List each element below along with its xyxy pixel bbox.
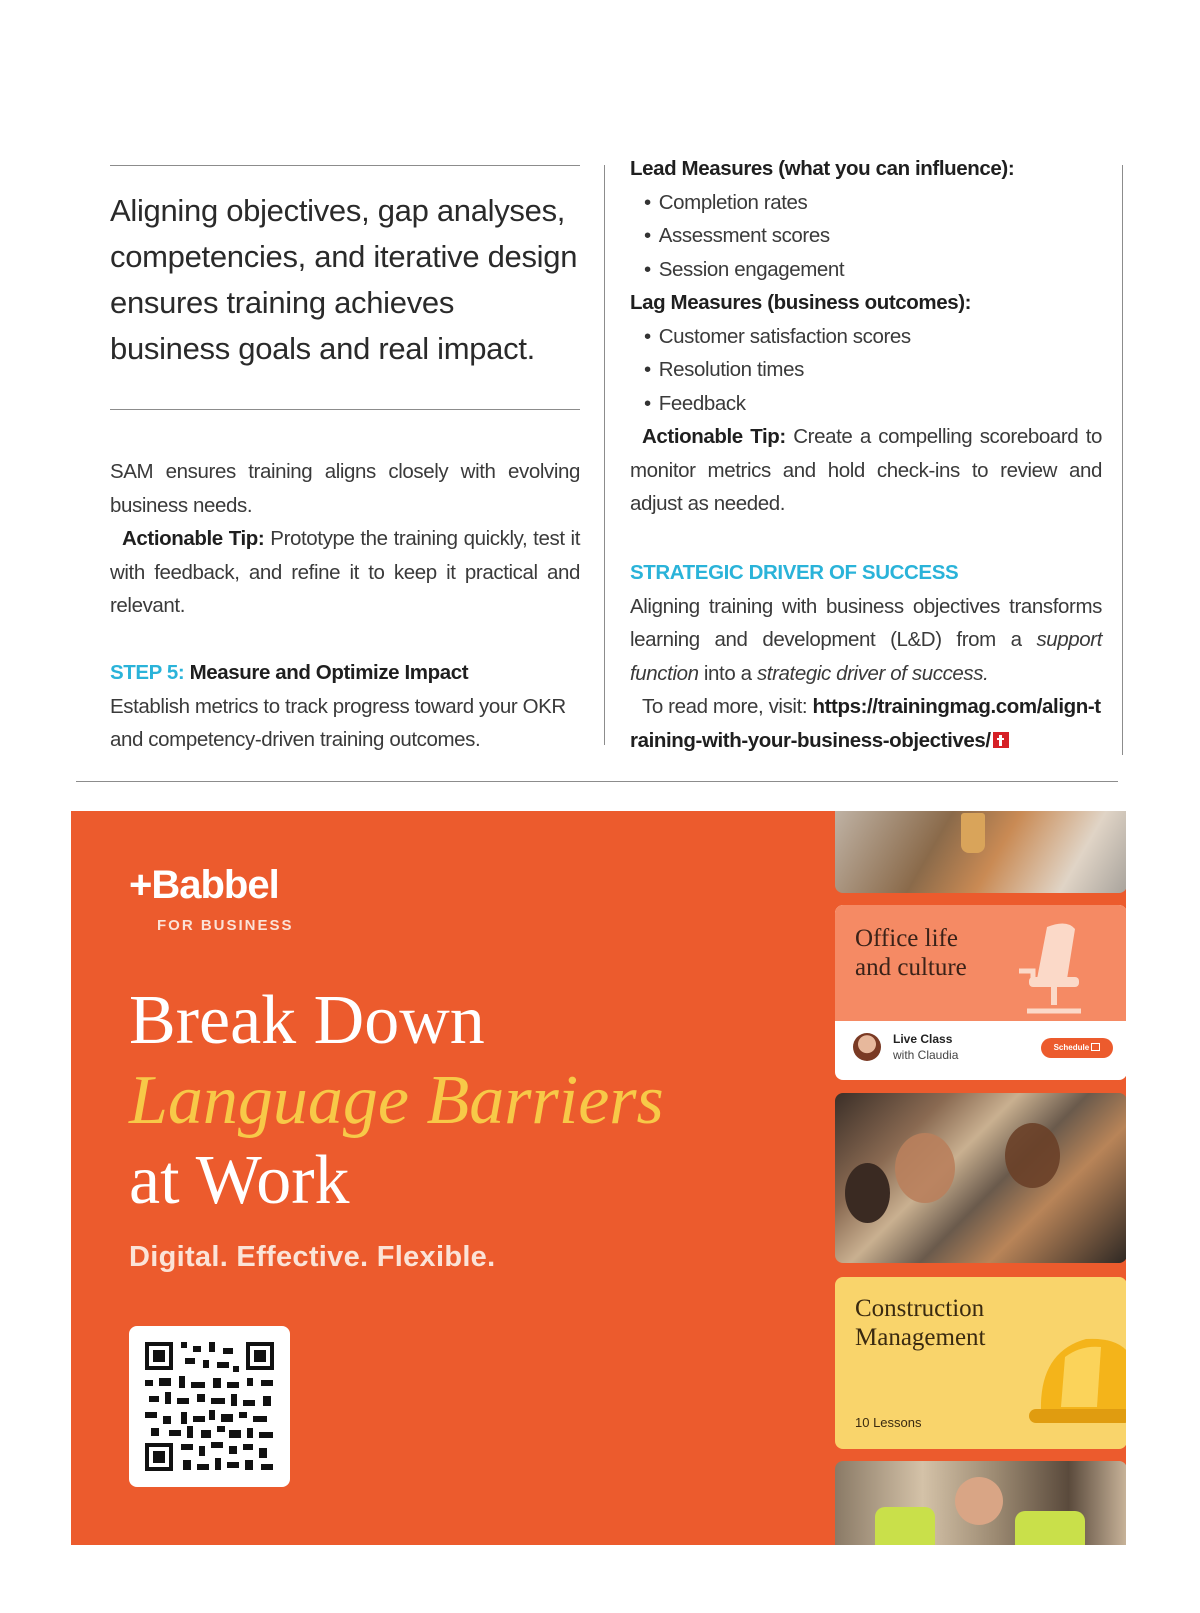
safety-vest-shape: [875, 1507, 935, 1545]
pull-quote-rule-bottom: [110, 409, 580, 410]
column-right-border: [1122, 165, 1123, 755]
right-tip: [630, 420, 1102, 521]
step-title: Measure and Optimize Impact: [189, 661, 469, 684]
safety-vest-shape: [1015, 1511, 1085, 1545]
tip-label: Actionable Tip:: [122, 527, 265, 550]
schedule-button[interactable]: [1041, 1038, 1113, 1058]
read-more: [630, 690, 1102, 757]
sam-paragraph: SAM ensures training aligns closely with evolving business needs.: [110, 460, 580, 517]
avatar: [853, 1033, 881, 1061]
qr-code-icon: [129, 1326, 290, 1487]
driver-text: into a: [703, 661, 752, 685]
schedule-button-label: Schedule: [1053, 1043, 1090, 1052]
qr-code[interactable]: [129, 1326, 290, 1487]
driver-emphasis: support function: [630, 628, 1103, 685]
tip-label: Actionable Tip:: [642, 425, 786, 448]
driver-heading: STRATEGIC DRIVER OF SUCCESS: [630, 561, 959, 584]
pull-quote: Aligning objectives, gap analyses, competencies, and iterative design ensures training achieves business goals and real impact.: [110, 193, 578, 366]
driver-paragraph: [630, 590, 1102, 691]
list-item: • Customer satisfaction scores: [630, 320, 1102, 354]
person-shape: [955, 1477, 1003, 1525]
babbel-ad[interactable]: [71, 811, 1126, 1545]
lessons-count: 10 Lessons: [855, 1415, 922, 1430]
list-item: • Assessment scores: [630, 219, 1102, 253]
lead-measures-heading: Lead Measures (what you can influence):: [630, 157, 1015, 180]
article-link[interactable]: https://trainingmag.com/align-training-with-your-business-objectives/: [630, 695, 1101, 752]
lead-measures-list: [630, 186, 1102, 287]
driver-text: Aligning training with business objectives transforms learning and development (L&D) from a: [630, 594, 1102, 651]
driver-emphasis: strategic driver of success.: [756, 661, 989, 685]
training-logo-icon: [993, 732, 1009, 748]
left-tip-text: Prototype the training quickly, test it with feedback, and refine it to keep it practical and relevant.: [110, 527, 581, 617]
chair-icon: [1007, 919, 1107, 1019]
coffee-cup-icon: [961, 813, 985, 853]
course-title-line-2: and culture: [855, 954, 967, 981]
step-body: Establish metrics to track progress toward your OKR and competency-driven training outcomes.: [110, 694, 566, 751]
list-item: • Completion rates: [630, 186, 1102, 220]
ad-tagline: Digital. Effective. Flexible.: [129, 1241, 496, 1273]
ad-headline-1: Break Down: [129, 982, 485, 1059]
list-item: • Feedback: [630, 387, 1102, 421]
right-column: [630, 152, 1102, 521]
course-title-line-1: Construction: [855, 1295, 985, 1322]
course-card-construction[interactable]: [835, 1277, 1126, 1449]
read-more-label: To read more, visit:: [642, 695, 808, 718]
ad-headline-3: at Work: [129, 1142, 350, 1219]
lag-measures-heading: Lag Measures (business outcomes):: [630, 291, 972, 314]
lag-measures-list: [630, 320, 1102, 421]
photo-team: [835, 1093, 1126, 1263]
list-item: • Session engagement: [630, 253, 1102, 287]
person-shape: [1005, 1123, 1060, 1188]
step-5-section: [110, 656, 585, 757]
calendar-icon: [1091, 1043, 1100, 1051]
live-class-instructor: with Claudia: [893, 1048, 959, 1062]
left-tip: [110, 522, 580, 623]
top-rule-left: [110, 165, 580, 166]
ad-headline-2: Language Barriers: [129, 1062, 664, 1139]
list-item: • Resolution times: [630, 353, 1102, 387]
course-title-line-2: Management: [855, 1324, 986, 1351]
step-heading: [110, 656, 585, 690]
course-title-line-1: Office life: [855, 925, 958, 952]
right-tip-text: Create a compelling scoreboard to monitor metrics and hold check-ins to review and adjust as needed.: [630, 425, 1102, 515]
left-paragraph: [110, 455, 580, 623]
photo-construction: [835, 1461, 1126, 1545]
driver-section: [630, 556, 1102, 757]
section-divider: [76, 781, 1118, 782]
babbel-logo: +Babbel: [129, 863, 279, 907]
course-card-office[interactable]: [835, 905, 1126, 1080]
person-shape: [895, 1133, 955, 1203]
live-class-label: Live Class: [893, 1032, 953, 1046]
hard-hat-icon: [1021, 1317, 1126, 1437]
photo-office: [835, 811, 1126, 893]
column-divider: [604, 165, 605, 745]
person-shape: [845, 1163, 890, 1223]
babbel-logo-sub: FOR BUSINESS: [157, 917, 294, 934]
step-label: STEP 5:: [110, 661, 185, 684]
course-card-header: [835, 905, 1126, 1021]
